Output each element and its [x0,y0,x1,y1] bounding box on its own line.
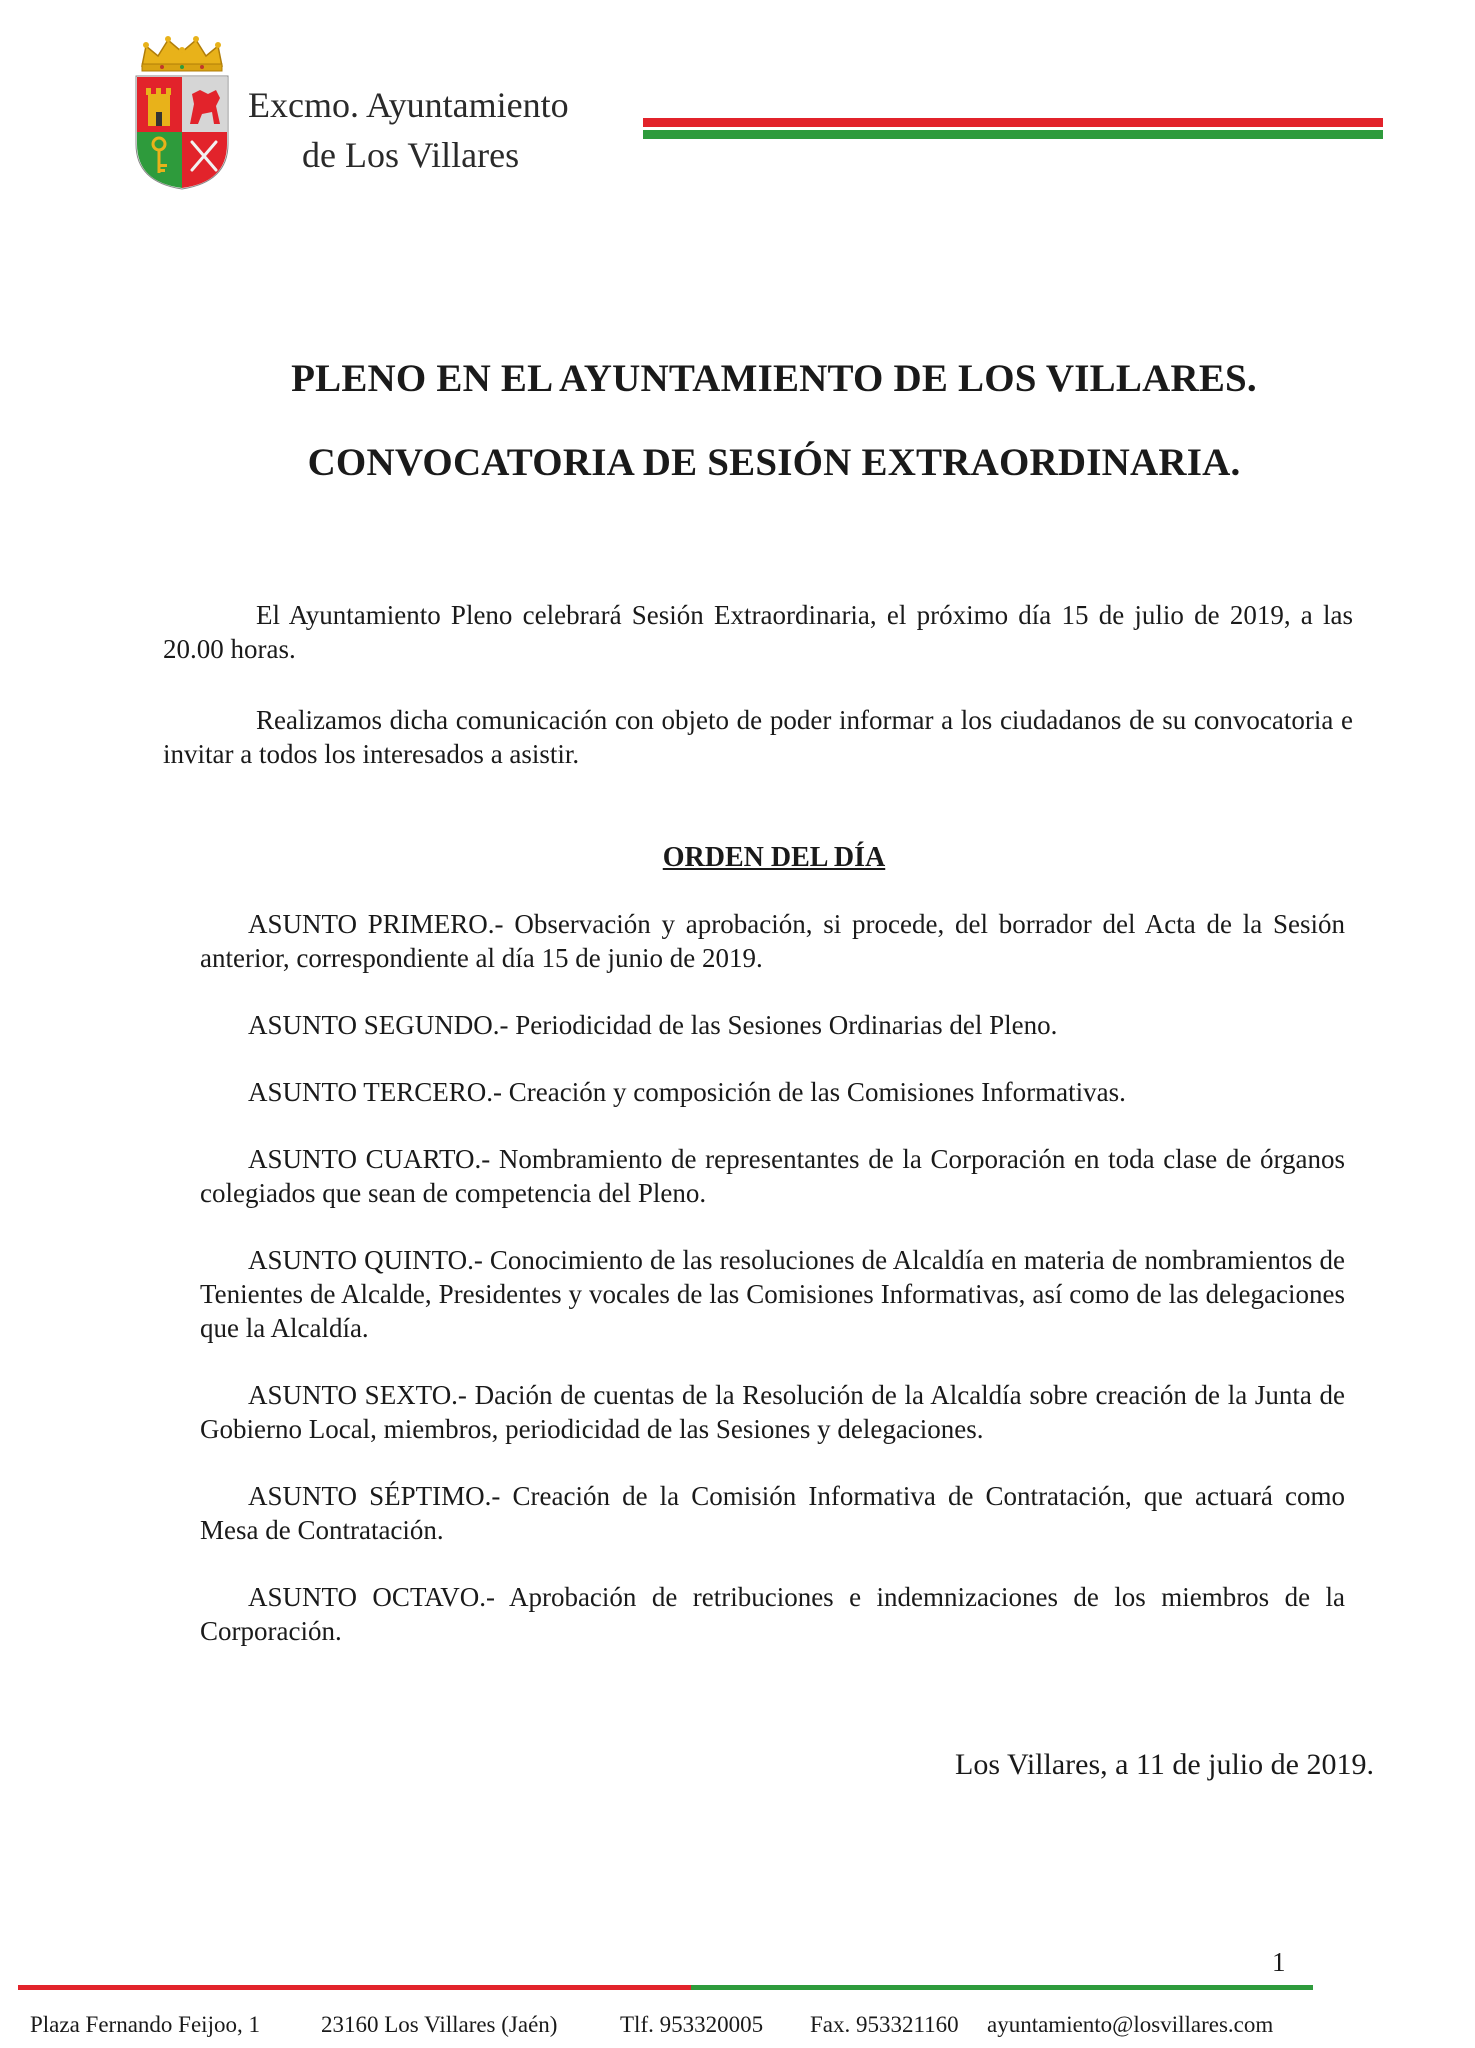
place-and-date: Los Villares, a 11 de julio de 2019. [955,1748,1374,1781]
footer-stripe-red [18,1985,691,1990]
header-stripe-red [643,118,1383,127]
footer-address: Plaza Fernando Feijoo, 1 [30,2012,260,2037]
agenda-item: ASUNTO OCTAVO.- Aprobación de retribuciones e indemnizaciones de los miembros de la Corporación. [200,1582,1345,1646]
crown-icon [142,36,222,71]
footer-contact [30,2012,1330,2042]
intro-paragraph-session: El Ayuntamiento Pleno celebrará Sesión Extraordinaria, el próximo día 15 de julio de 2019, a las 20.00 horas. [163,600,1353,664]
agenda-item: ASUNTO PRIMERO.- Observación y aprobación, si procede, del borrador del Acta de la Sesión anterior, correspondiente al día 15 de junio de 2019. [200,909,1345,973]
header-stripe-green [643,130,1383,139]
agenda-item: ASUNTO SÉPTIMO.- Creación de la Comisión Informativa de Contratación, que actuará como Mesa de Contratación. [200,1481,1345,1545]
footer-email[interactable]: ayuntamiento@losvillares.com [987,2012,1274,2037]
tower-icon [146,88,171,126]
document-subtitle: CONVOCATORIA DE SESIÓN EXTRAORDINARIA. [307,441,1241,484]
agenda-list [200,907,1345,1681]
footer-stripe-green [691,1985,1313,1990]
agenda-heading: ORDEN DEL DÍA [662,842,886,873]
footer-phone: Tlf. 953320005 [620,2012,764,2037]
header-title-line1: Excmo. Ayuntamiento [248,85,569,125]
agenda-item: ASUNTO TERCERO.- Creación y composición de las Comisiones Informativas. [248,1077,1126,1107]
footer-stripe [18,1985,1313,1990]
footer-city: 23160 Los Villares (Jaén) [321,2012,558,2037]
agenda-item: ASUNTO SEXTO.- Dación de cuentas de la Resolución de la Alcaldía sobre creación de la Junta de Gobierno Local, miembros, periodicidad de las Sesiones y delegaciones. [200,1380,1345,1444]
agenda-item: ASUNTO CUARTO.- Nombramiento de representantes de la Corporación en toda clase de órganos colegiados que sean de competencia del Pleno. [200,1144,1345,1208]
footer-fax: Fax. 953321160 [810,2012,959,2037]
header-stripe [643,118,1383,139]
header-title-line2: de Los Villares [302,135,520,175]
agenda-item: ASUNTO SEGUNDO.- Periodicidad de las Sesiones Ordinarias del Pleno. [248,1010,1058,1040]
agenda-item: ASUNTO QUINTO.- Conocimiento de las resoluciones de Alcaldía en materia de nombramientos de Tenientes de Alcalde, Presidentes y vocales de las Comisiones Informativas, así como de las delegaciones que la Alcaldía. [200,1245,1345,1343]
intro-paragraph-invitation: Realizamos dicha comunicación con objeto de poder informar a los ciudadanos de su convocatoria e invitar a todos los interesados a asistir. [163,705,1353,769]
document-title: PLENO EN EL AYUNTAMIENTO DE LOS VILLARES. [291,357,1257,400]
coat-of-arms-icon [132,32,232,192]
page-number: 1 [1272,1947,1286,1977]
